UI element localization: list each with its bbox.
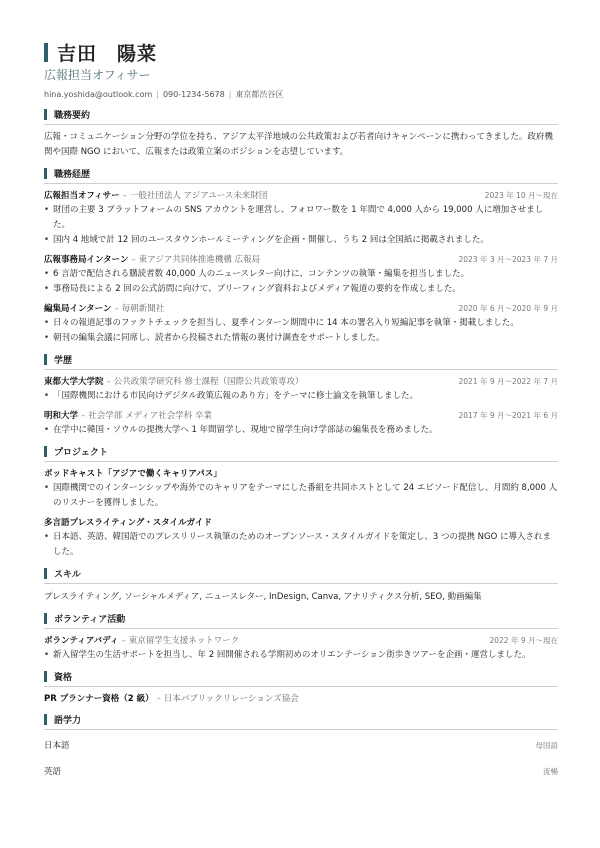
entry-date: 2023 年 3 月～2023 年 7 月 xyxy=(458,255,558,264)
section-title: 職務経歴 xyxy=(54,169,91,180)
entry-date: 2021 年 9 月～2022 年 7 月 xyxy=(458,377,558,386)
section-title: 資格 xyxy=(54,672,73,683)
contact-separator: | xyxy=(228,90,232,99)
section-accent-bar xyxy=(44,613,47,624)
section-projects xyxy=(44,444,558,560)
section-title: ボランティア活動 xyxy=(54,614,126,625)
entry-header xyxy=(44,467,558,481)
entry-header xyxy=(44,375,558,389)
entry-dash: – xyxy=(122,191,127,201)
section-volunteer xyxy=(44,611,558,663)
language-level: 流暢 xyxy=(543,766,558,776)
name-accent-bar xyxy=(44,43,48,62)
certification-issuer: 日本パブリックリレーションズ協会 xyxy=(163,694,299,704)
candidate-title: 広報担当オフィサー xyxy=(44,68,151,82)
bullet-item: • 「国際機関における市民向けデジタル政策広報のあり方」をテーマに修士論文を執筆しました。 xyxy=(44,389,558,404)
section-summary xyxy=(44,107,558,160)
skills-list: プレスライティング, ソーシャルメディア, ニュースレター, InDesign, Canva, アナリティクス分析, SEO, 動画編集 xyxy=(44,592,482,602)
section-header xyxy=(44,669,558,687)
section-header xyxy=(44,352,558,370)
volunteer-entry xyxy=(44,634,558,663)
project-entry xyxy=(44,516,558,560)
project-entry xyxy=(44,467,558,511)
bullet-item: • 日本語、英語、韓国語でのプレスリリース執筆のためのオープンソース・スタイルガイドを策定し、3 つの提携 NGO に導入されました。 xyxy=(44,530,558,560)
certification-name: PR プランナー資格（2 級） xyxy=(44,694,154,704)
experience-entry xyxy=(44,189,558,248)
entry-dash: – xyxy=(131,255,136,265)
entry-bullets xyxy=(44,203,558,248)
project-title: ポッドキャスト「アジアで働くキャリアパス」 xyxy=(44,469,222,479)
entry-bullets xyxy=(44,389,558,404)
entry-school: 明和大学 xyxy=(44,411,79,421)
bullet-item: • 在学中に韓国・ソウルの提携大学へ 1 年間留学し、現地で留学生向け学部誌の編集長を務めました。 xyxy=(44,423,558,438)
entry-degree: 公共政策学研究科 修士課程（国際公共政策専攻） xyxy=(113,377,304,387)
section-certifications xyxy=(44,669,558,706)
entry-role: 広報担当オフィサー xyxy=(44,191,120,201)
section-accent-bar xyxy=(44,168,47,179)
entry-role: 広報事務局インターン xyxy=(44,255,129,265)
resume-page xyxy=(44,40,558,782)
entry-school: 東都大学大学院 xyxy=(44,377,104,387)
experience-entry xyxy=(44,253,558,297)
bullet-item: • 新入留学生の生活サポートを担当し、年 2 回開催される学期初めのオリエンテーション街歩きツアーを企画・運営しました。 xyxy=(44,648,558,663)
entry-role: 編集局インターン xyxy=(44,304,112,314)
contact-location: 東京都渋谷区 xyxy=(235,90,284,99)
section-accent-bar xyxy=(44,109,47,120)
section-title: 学歴 xyxy=(54,355,73,366)
language-row xyxy=(44,760,558,782)
section-accent-bar xyxy=(44,446,47,457)
contact-separator: | xyxy=(156,90,159,99)
section-header xyxy=(44,611,558,629)
entry-date: 2023 年 10 月～現在 xyxy=(484,191,558,200)
section-header xyxy=(44,107,558,125)
project-title: 多言語プレスライティング・スタイルガイド xyxy=(44,518,212,528)
entry-dash: – xyxy=(114,304,119,314)
entry-bullets xyxy=(44,530,558,560)
section-experience xyxy=(44,166,558,346)
entry-date: 2020 年 6 月～2020 年 9 月 xyxy=(458,304,558,313)
section-languages xyxy=(44,712,558,782)
contact-email[interactable]: hina.yoshida@outlook.com xyxy=(44,90,153,99)
language-name: 英語 xyxy=(44,767,62,777)
experience-entry xyxy=(44,302,558,346)
bullet-item: • 国内 4 地域で計 12 回のユースタウンホールミーティングを企画・開催し、うち 2 回は全国紙に掲載されました。 xyxy=(44,233,558,248)
entry-header xyxy=(44,692,558,706)
language-row xyxy=(44,734,558,756)
bullet-item: • 事務局長による 2 回の公式訪問に向けて、ブリーフィング資料およびメディア報道の要約を作成しました。 xyxy=(44,282,558,297)
entry-role: ボランティアバディ xyxy=(44,636,119,646)
entry-date: 2022 年 9 月～現在 xyxy=(489,636,558,645)
language-name: 日本語 xyxy=(44,741,70,751)
section-title: 語学力 xyxy=(54,715,82,726)
candidate-name: 吉田 陽菜 xyxy=(57,42,158,65)
section-header xyxy=(44,166,558,184)
section-header xyxy=(44,566,558,584)
section-title: スキル xyxy=(54,569,81,580)
summary-text: 広報・コミュニケーション分野の学位を持ち、アジア太平洋地域の公共政策および若者向けキャンペーンに携わってきました。政府機関や国際 NGO において、広報または政策立案のポジションを志望しています。 xyxy=(44,132,553,157)
section-header xyxy=(44,444,558,462)
entry-dash: – xyxy=(156,694,161,704)
entry-header xyxy=(44,302,558,316)
bullet-item: • 6 言語で配信される購読者数 40,000 人のニュースレター向けに、コンテンツの執筆・編集を担当しました。 xyxy=(44,267,558,282)
entry-header xyxy=(44,253,558,267)
entry-dash: – xyxy=(81,411,86,421)
name-row xyxy=(44,40,558,64)
entry-organization: 一般社団法人 アジアユース未来財団 xyxy=(129,191,268,201)
entry-bullets xyxy=(44,316,558,346)
entry-header xyxy=(44,189,558,203)
section-title: プロジェクト xyxy=(54,447,108,458)
section-title: 職務要約 xyxy=(54,110,91,121)
section-skills xyxy=(44,566,558,605)
entry-header xyxy=(44,634,558,648)
entry-bullets xyxy=(44,423,558,438)
education-entry xyxy=(44,375,558,404)
bullet-item: • 財団の主要 3 プラットフォームの SNS アカウントを運営し、フォロワー数を 1 年間で 4,000 人から 19,000 人に増加させました。 xyxy=(44,203,558,233)
entry-organization: 毎朝新聞社 xyxy=(121,304,165,314)
section-accent-bar xyxy=(44,568,47,579)
bullet-item: • 朝刊の編集会議に同席し、読者から投稿された情報の裏付け調査をサポートしました。 xyxy=(44,331,558,346)
education-entry xyxy=(44,409,558,438)
section-accent-bar xyxy=(44,671,47,682)
section-header xyxy=(44,712,558,730)
section-education xyxy=(44,352,558,438)
bullet-item: • 日々の報道記事のファクトチェックを担当し、夏季インターン期間中に 14 本の署名入り短編記事を執筆・掲載しました。 xyxy=(44,316,558,331)
contact-phone[interactable]: 090-1234-5678 xyxy=(162,90,225,99)
entry-organization: 東アジア共同体推進機構 広報局 xyxy=(138,255,261,265)
entry-dash: – xyxy=(106,377,111,387)
entry-date: 2017 年 9 月～2021 年 6 月 xyxy=(458,411,558,420)
entry-header xyxy=(44,516,558,530)
entry-bullets xyxy=(44,481,558,511)
contact-line xyxy=(44,89,558,101)
bullet-item: • 国際機関でのインターンシップや海外でのキャリアをテーマにした番組を共同ホストとして 24 エピソード配信し、月間約 8,000 人のリスナーを獲得しました。 xyxy=(44,481,558,511)
section-accent-bar xyxy=(44,714,47,725)
language-level: 母国語 xyxy=(535,740,558,750)
section-accent-bar xyxy=(44,354,47,365)
entry-organization: 東京留学生支援ネットワーク xyxy=(128,636,240,646)
entry-bullets xyxy=(44,648,558,663)
certification-entry xyxy=(44,692,558,706)
entry-bullets xyxy=(44,267,558,297)
entry-dash: – xyxy=(121,636,126,646)
entry-degree: 社会学部 メディア社会学科 卒業 xyxy=(88,411,212,421)
entry-header xyxy=(44,409,558,423)
